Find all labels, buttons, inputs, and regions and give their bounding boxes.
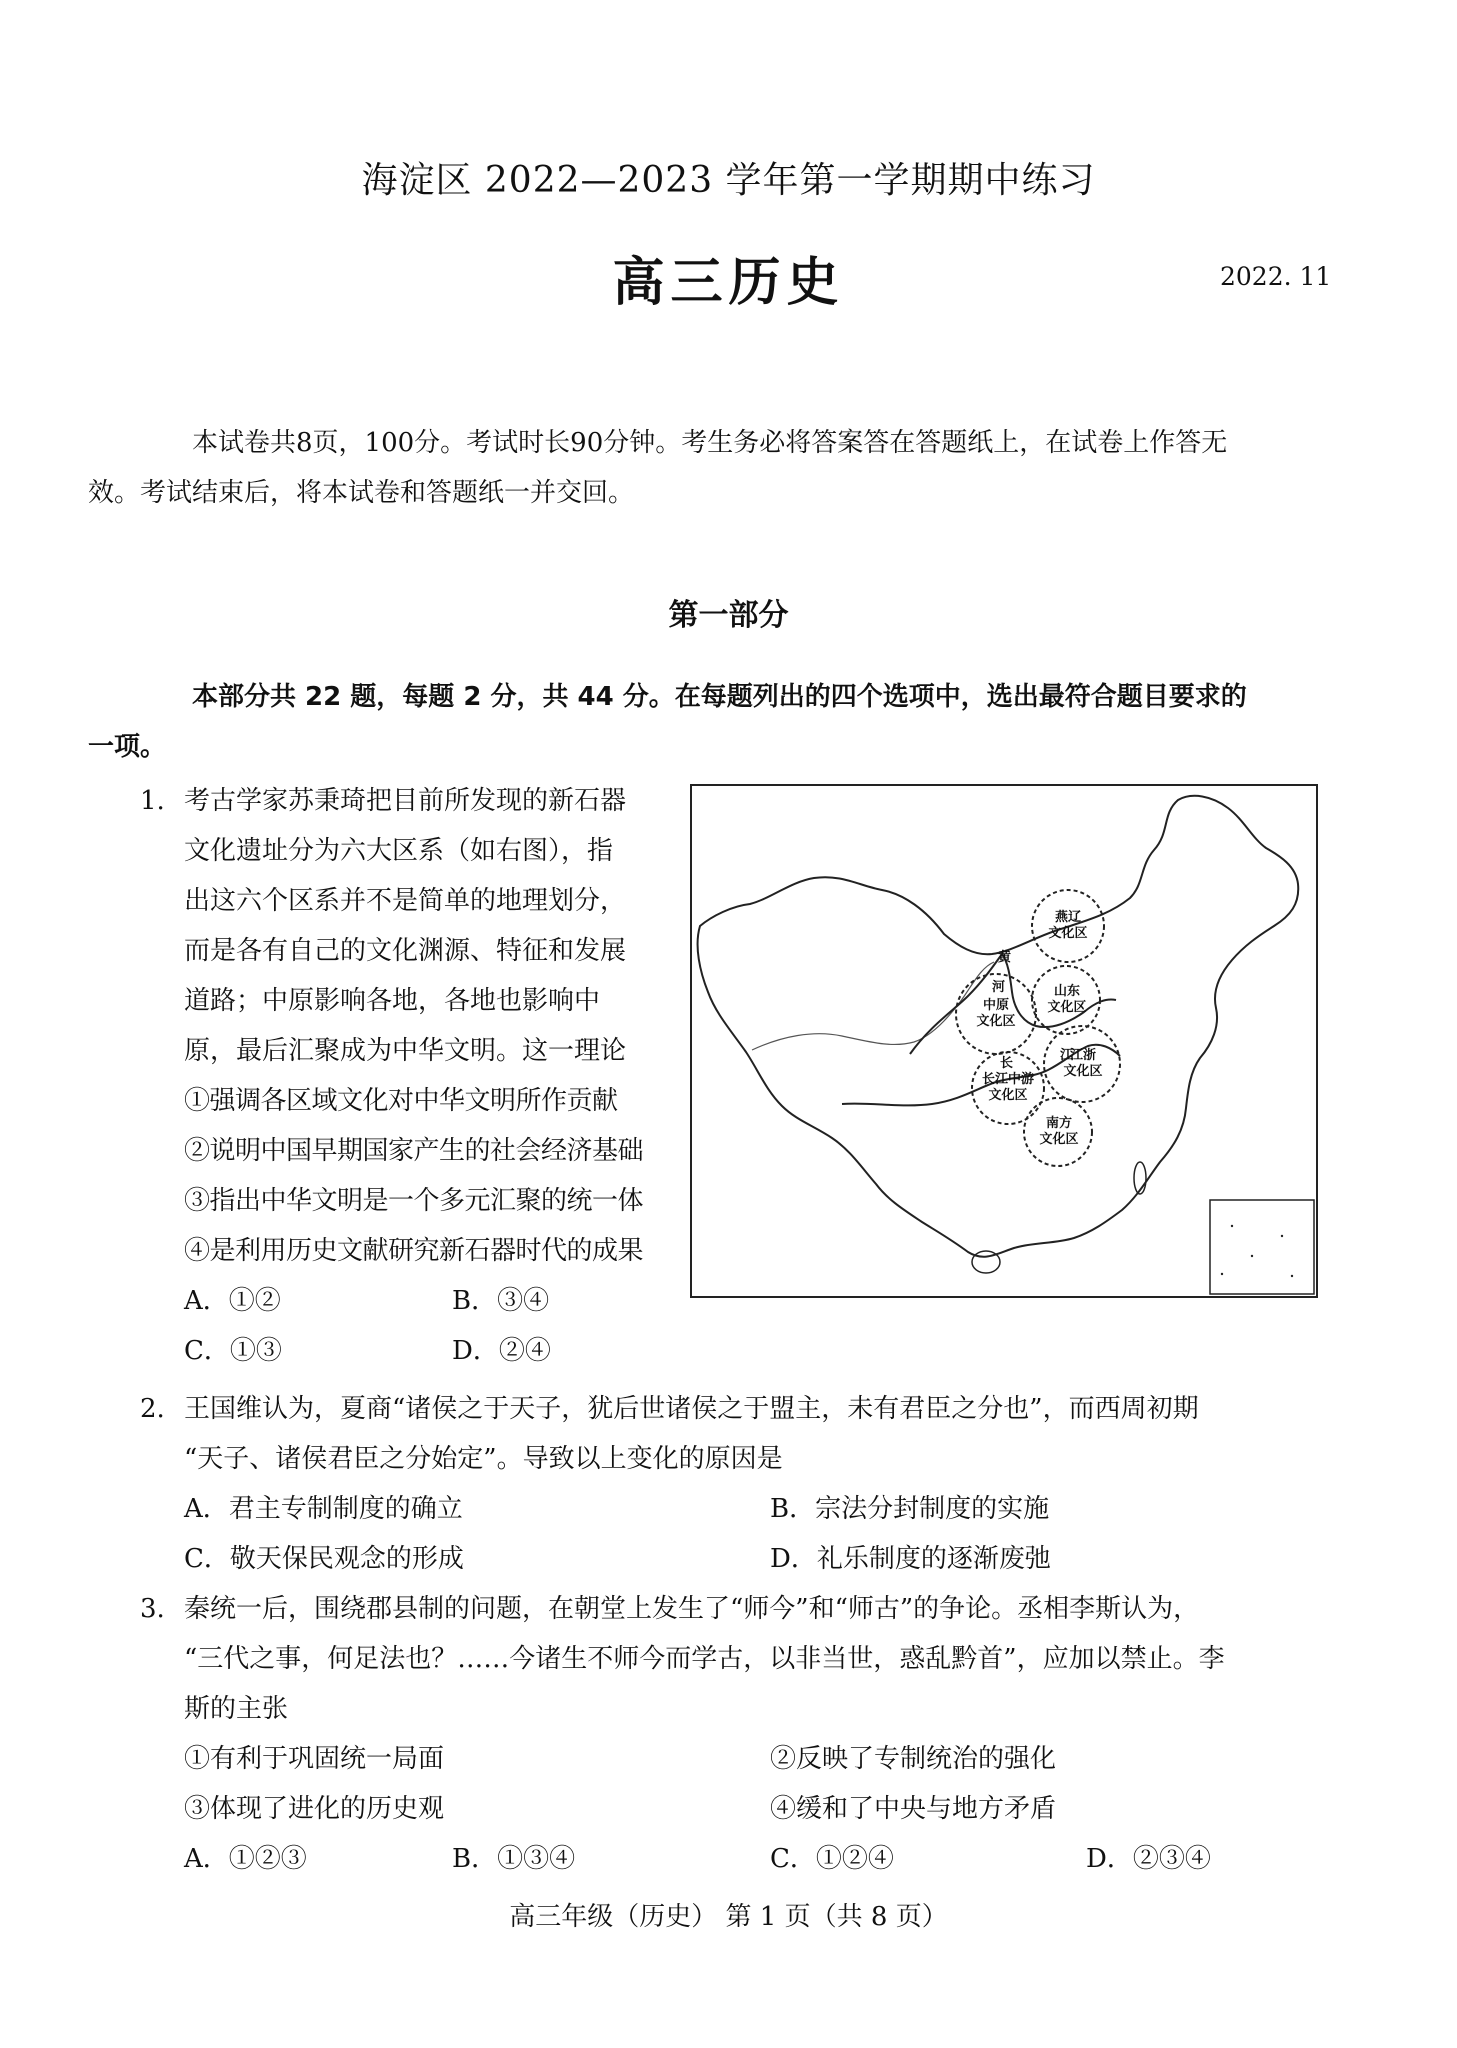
river-label-jiang: 江 xyxy=(1060,1048,1074,1063)
question-3-statement-2: ②反映了专制统治的强化 xyxy=(770,1744,1057,1774)
exam-date: 2022. 11 xyxy=(1220,262,1332,291)
question-2-line-1: 王国维认为，夏商“诸侯之于天子，犹后世诸侯之于盟主，未有君臣之分也”，而西周初期 xyxy=(184,1394,1199,1424)
region-name: 山东 xyxy=(1053,984,1080,999)
region-suffix: 文化区 xyxy=(976,1014,1016,1029)
instructions-line-2: 效。考试结束后，将本试卷和答题纸一并交回。 xyxy=(88,478,635,508)
question-1-line: 道路；中原影响各地，各地也影响中 xyxy=(184,986,601,1016)
region-suffix: 文化区 xyxy=(1048,926,1088,941)
region-name: 燕辽 xyxy=(1054,910,1081,925)
question-2-line-2: “天子、诸侯君臣之分始定”。导致以上变化的原因是 xyxy=(184,1444,783,1474)
question-2-number: 2. xyxy=(140,1394,165,1424)
question-1-option-b[interactable]: B．③④ xyxy=(452,1286,550,1316)
china-outline-map xyxy=(692,786,1316,1296)
cultural-regions-map xyxy=(690,784,1318,1298)
question-1-number: 1. xyxy=(140,786,165,816)
region-suffix: 文化区 xyxy=(1039,1132,1079,1147)
nanfang-region-label xyxy=(1032,1116,1086,1148)
changjiang-region-label xyxy=(974,1072,1042,1104)
question-1-line: 考古学家苏秉琦把目前所发现的新石器 xyxy=(184,786,627,816)
question-2-option-c[interactable]: C．敬天保民观念的形成 xyxy=(184,1544,464,1574)
question-1-text xyxy=(184,776,662,1076)
question-3-option-a[interactable]: A．①②③ xyxy=(184,1844,307,1874)
region-name: 南方 xyxy=(1045,1116,1072,1131)
question-3-line-1: 秦统一后，围绕郡县制的问题，在朝堂上发生了“师今”和“师古”的争论。丞相李斯认为， xyxy=(184,1594,1200,1624)
question-1-option-c[interactable]: C．①③ xyxy=(184,1336,282,1366)
zhongyuan-region-label xyxy=(968,998,1024,1030)
question-3-option-c[interactable]: C．①②④ xyxy=(770,1844,894,1874)
river-label-chang: 长 xyxy=(1000,1056,1014,1071)
question-3-statement-3: ③体现了进化的历史观 xyxy=(184,1794,445,1824)
question-1-option-a[interactable]: A．①② xyxy=(184,1286,281,1316)
part-description-line-1: 本部分共 22 题，每题 2 分，共 44 分。在每题列出的四个选项中，选出最符合题目要求的 xyxy=(192,682,1247,712)
region-suffix: 文化区 xyxy=(988,1088,1028,1103)
question-1-line: 而是各有自己的文化渊源、特征和发展 xyxy=(184,936,627,966)
river-label-he: 河 xyxy=(992,980,1006,995)
question-1-line: 原，最后汇聚成为中华文明。这一理论 xyxy=(184,1036,627,1066)
question-1-option-d[interactable]: D．②④ xyxy=(452,1336,551,1366)
question-3-option-b[interactable]: B．①③④ xyxy=(452,1844,576,1874)
question-3-line-3: 斯的主张 xyxy=(184,1694,289,1724)
part-description-line-2: 一项。 xyxy=(88,732,167,762)
question-1-line: 文化遗址分为六大区系（如右图），指 xyxy=(184,836,614,866)
question-1-statement-2: ②说明中国早期国家产生的社会经济基础 xyxy=(184,1136,644,1166)
shandong-region-label xyxy=(1040,984,1094,1016)
question-1-line: 出这六个区系并不是简单的地理划分， xyxy=(184,886,627,916)
question-1-statement-1: ①强调各区域文化对中华文明所作贡献 xyxy=(184,1086,618,1116)
part-description xyxy=(88,672,1320,772)
question-2-option-d[interactable]: D．礼乐制度的逐渐废弛 xyxy=(770,1544,1051,1574)
subject-title: 高三历史 xyxy=(612,252,845,313)
river-label-huang: 黄 xyxy=(998,950,1012,965)
region-suffix: 文化区 xyxy=(1063,1064,1103,1079)
question-2-option-a[interactable]: A．君主专制制度的确立 xyxy=(184,1494,463,1524)
hainan-island xyxy=(972,1251,1000,1273)
question-2-option-b[interactable]: B．宗法分封制度的实施 xyxy=(770,1494,1050,1524)
question-3-statement-4: ④缓和了中央与地方矛盾 xyxy=(770,1794,1057,1824)
instructions-line-1: 本试卷共8页，100分。考试时长90分钟。考生务必将答案答在答题纸上，在试卷上作答无 xyxy=(192,428,1228,458)
question-3-statement-1: ①有利于巩固统一局面 xyxy=(184,1744,445,1774)
question-3-line-2: “三代之事，何足法也？……今诸生不师今而学古，以非当世，惑乱黔首”，应加以禁止。李 xyxy=(184,1644,1225,1674)
question-2-text xyxy=(184,1384,1324,1484)
region-name: 中原 xyxy=(982,998,1009,1013)
part-title: 第一部分 xyxy=(668,598,789,633)
region-name: 长江中游 xyxy=(981,1072,1034,1087)
question-3-text xyxy=(184,1584,1324,1734)
question-3-number: 3. xyxy=(140,1594,165,1624)
region-suffix: 文化区 xyxy=(1047,1000,1087,1015)
exam-instructions xyxy=(88,418,1320,518)
question-1-statement-3: ③指出中华文明是一个多元汇聚的统一体 xyxy=(184,1186,644,1216)
exam-title: 海淀区 2022—2023 学年第一学期期中练习 xyxy=(361,160,1096,201)
question-1-statement-4: ④是利用历史文献研究新石器时代的成果 xyxy=(184,1236,644,1266)
question-3-option-d[interactable]: D．②③④ xyxy=(1086,1844,1211,1874)
page-footer: 高三年级（历史） 第 1 页（共 8 页） xyxy=(509,1902,948,1932)
south-china-sea-inset xyxy=(1210,1200,1314,1294)
region-name: 江浙 xyxy=(1069,1048,1096,1063)
yanliao-region-label xyxy=(1042,910,1094,942)
